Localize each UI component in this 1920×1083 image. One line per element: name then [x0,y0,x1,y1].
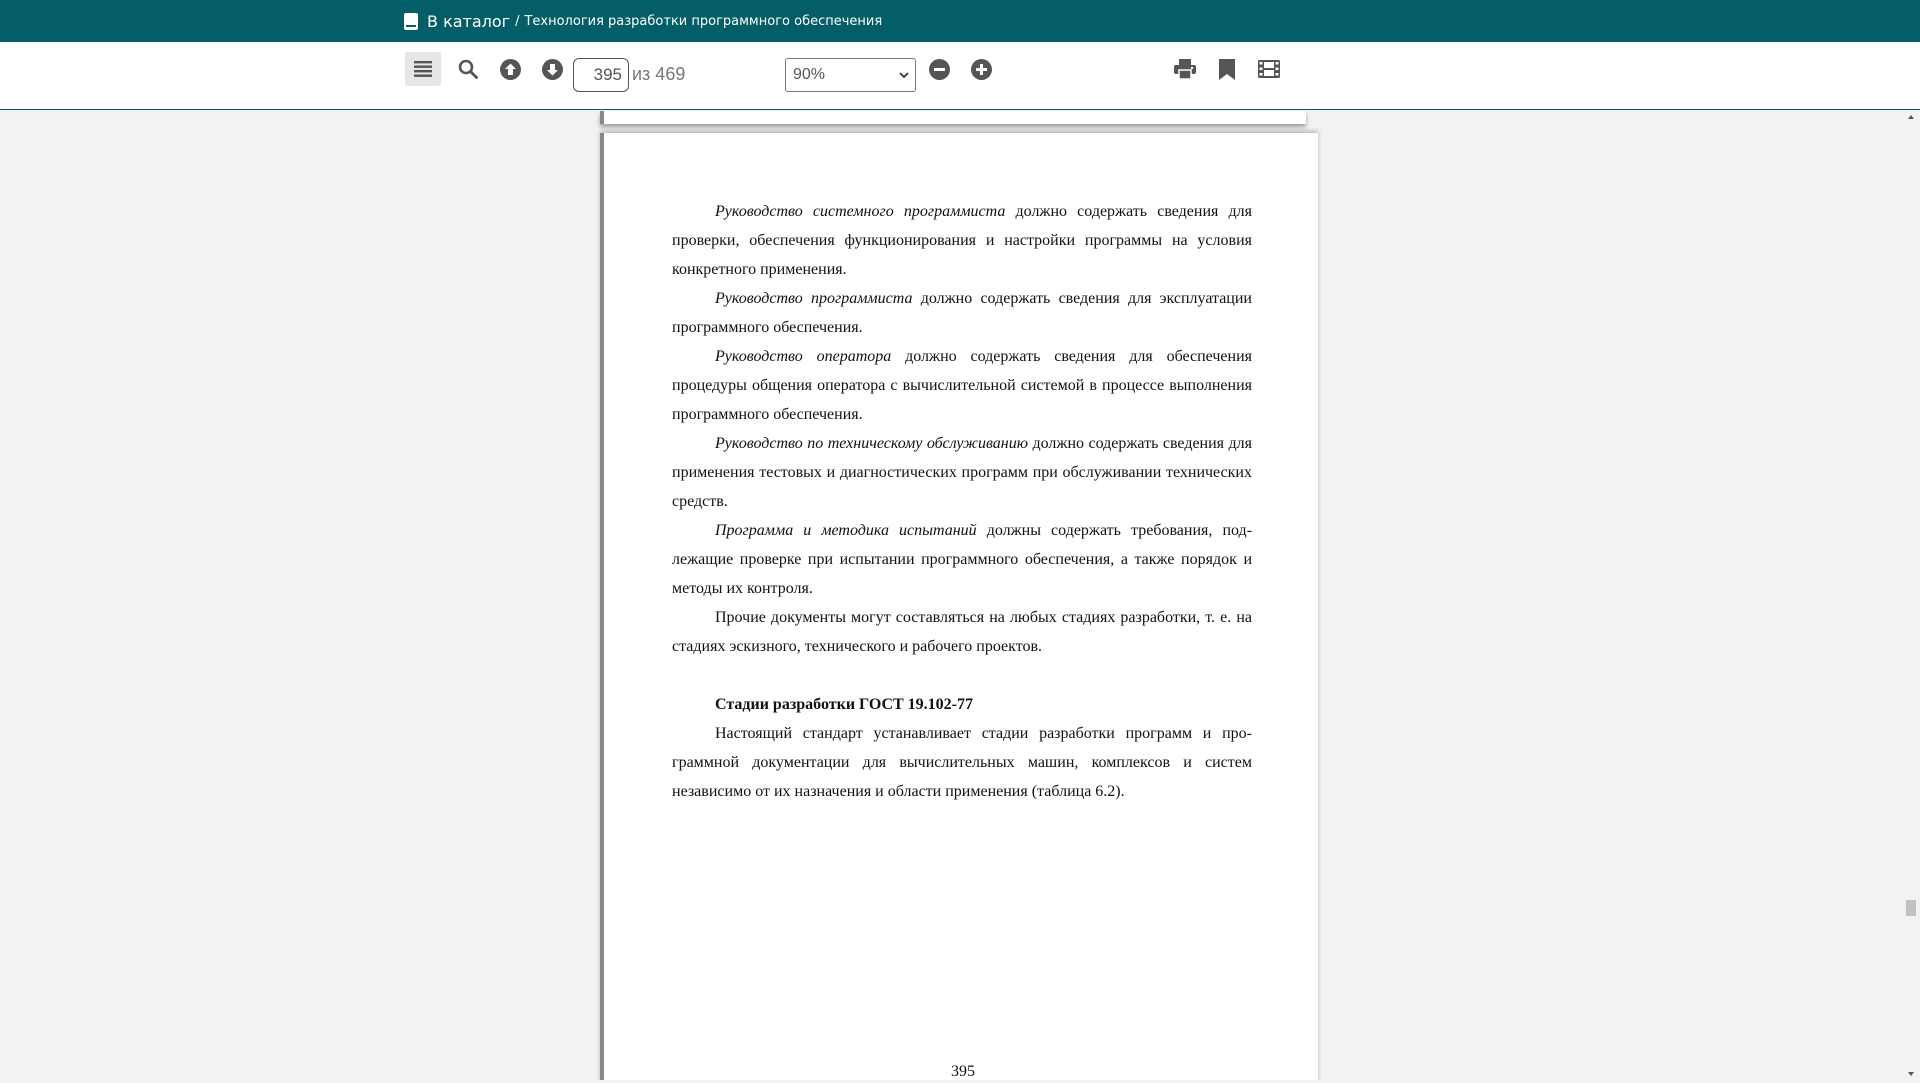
zoom-out-button[interactable] [921,52,957,86]
paragraph [672,197,1252,284]
next-page-button[interactable] [534,52,570,86]
scroll-down-arrow[interactable] [1906,1064,1916,1074]
page-number: 395 [951,1063,975,1080]
page-number-input[interactable] [573,58,629,92]
paragraph-italic: Руководство системного программиста [715,203,1006,220]
zoom-value: 90% [793,66,826,83]
scrollbar-thumb[interactable] [1906,900,1916,916]
paragraph-italic: Руководство оператора [715,348,892,365]
list-icon [414,60,432,78]
bookmark-button[interactable] [1209,52,1245,86]
paragraph [672,342,1252,429]
paragraph-text: должно содержать сведения для обеспечения процедуры общения оператора с вычислительной системой в процессе выполнения программного обеспечения. [672,348,1252,423]
scroll-up-arrow[interactable] [1906,107,1916,117]
zoom-in-button[interactable] [963,52,999,86]
paragraph [672,603,1252,661]
section-heading: Стадии разработки ГОСТ 19.102-77 [715,696,974,713]
arrow-up-circle-icon [500,59,521,80]
breadcrumb-separator: / [515,13,520,29]
print-button[interactable] [1167,52,1203,86]
paragraph [672,516,1252,603]
toolbar [0,42,1920,110]
top-bar [0,0,1920,42]
minus-circle-icon [929,59,950,80]
document-viewer[interactable] [0,111,1920,1080]
bookmark-icon [1219,59,1235,80]
zoom-select[interactable] [785,58,916,92]
search-icon [458,59,478,79]
chevron-down-icon [899,66,909,84]
paragraph [672,429,1252,516]
plus-circle-icon [971,59,992,80]
presentation-button[interactable] [1251,52,1287,86]
book-icon[interactable] [404,13,418,30]
paragraph: Настоящий стандарт устанавливает стадии разработки программ и программной документации для вычислительных машин, комплексов и систем независимо от их назначения и области применения (таблица 6.2). [672,725,1252,800]
catalog-link[interactable]: В каталог [427,11,511,31]
printer-icon [1174,59,1196,79]
document-page [600,133,1318,1080]
paragraph-text: Прочие документы могут составляться на любых стадиях разработки, т. е. на стадиях эскизного, технического и рабочего проектов. [672,609,1252,655]
paragraph-text: должно содержать сведения для эксплуатации программного обеспечения. [672,290,1252,336]
film-icon [1258,60,1280,78]
breadcrumb [404,0,882,42]
page-text [672,197,1252,806]
previous-page-button[interactable] [492,52,528,86]
page-total-label: из 469 [632,64,686,84]
search-button[interactable] [450,52,486,86]
document-title: Технология разработки программного обеспечения [524,13,883,29]
paragraph [672,284,1252,342]
paragraph-italic: Руководство по техническому обслуживанию [715,435,1028,452]
paragraph-text: должны содержать требования, подлежащие проверке при испытании программного обеспечения, а также порядок и методы их контроля. [672,522,1253,597]
paragraph-text: должно содержать сведения для применения тестовых и диагностических программ при обслуживании технических средств. [672,435,1253,510]
arrow-down-circle-icon [542,59,563,80]
paragraph-italic: Руководство программиста [715,290,913,307]
previous-page-edge [600,111,1306,124]
paragraph-italic: Программа и методика испытаний [715,522,977,539]
sidebar-toggle-button[interactable] [405,52,441,86]
paragraph-text: должно содержать сведения для проверки, обеспечения функционирования и настройки программы на условия конкретного применения. [672,203,1253,278]
